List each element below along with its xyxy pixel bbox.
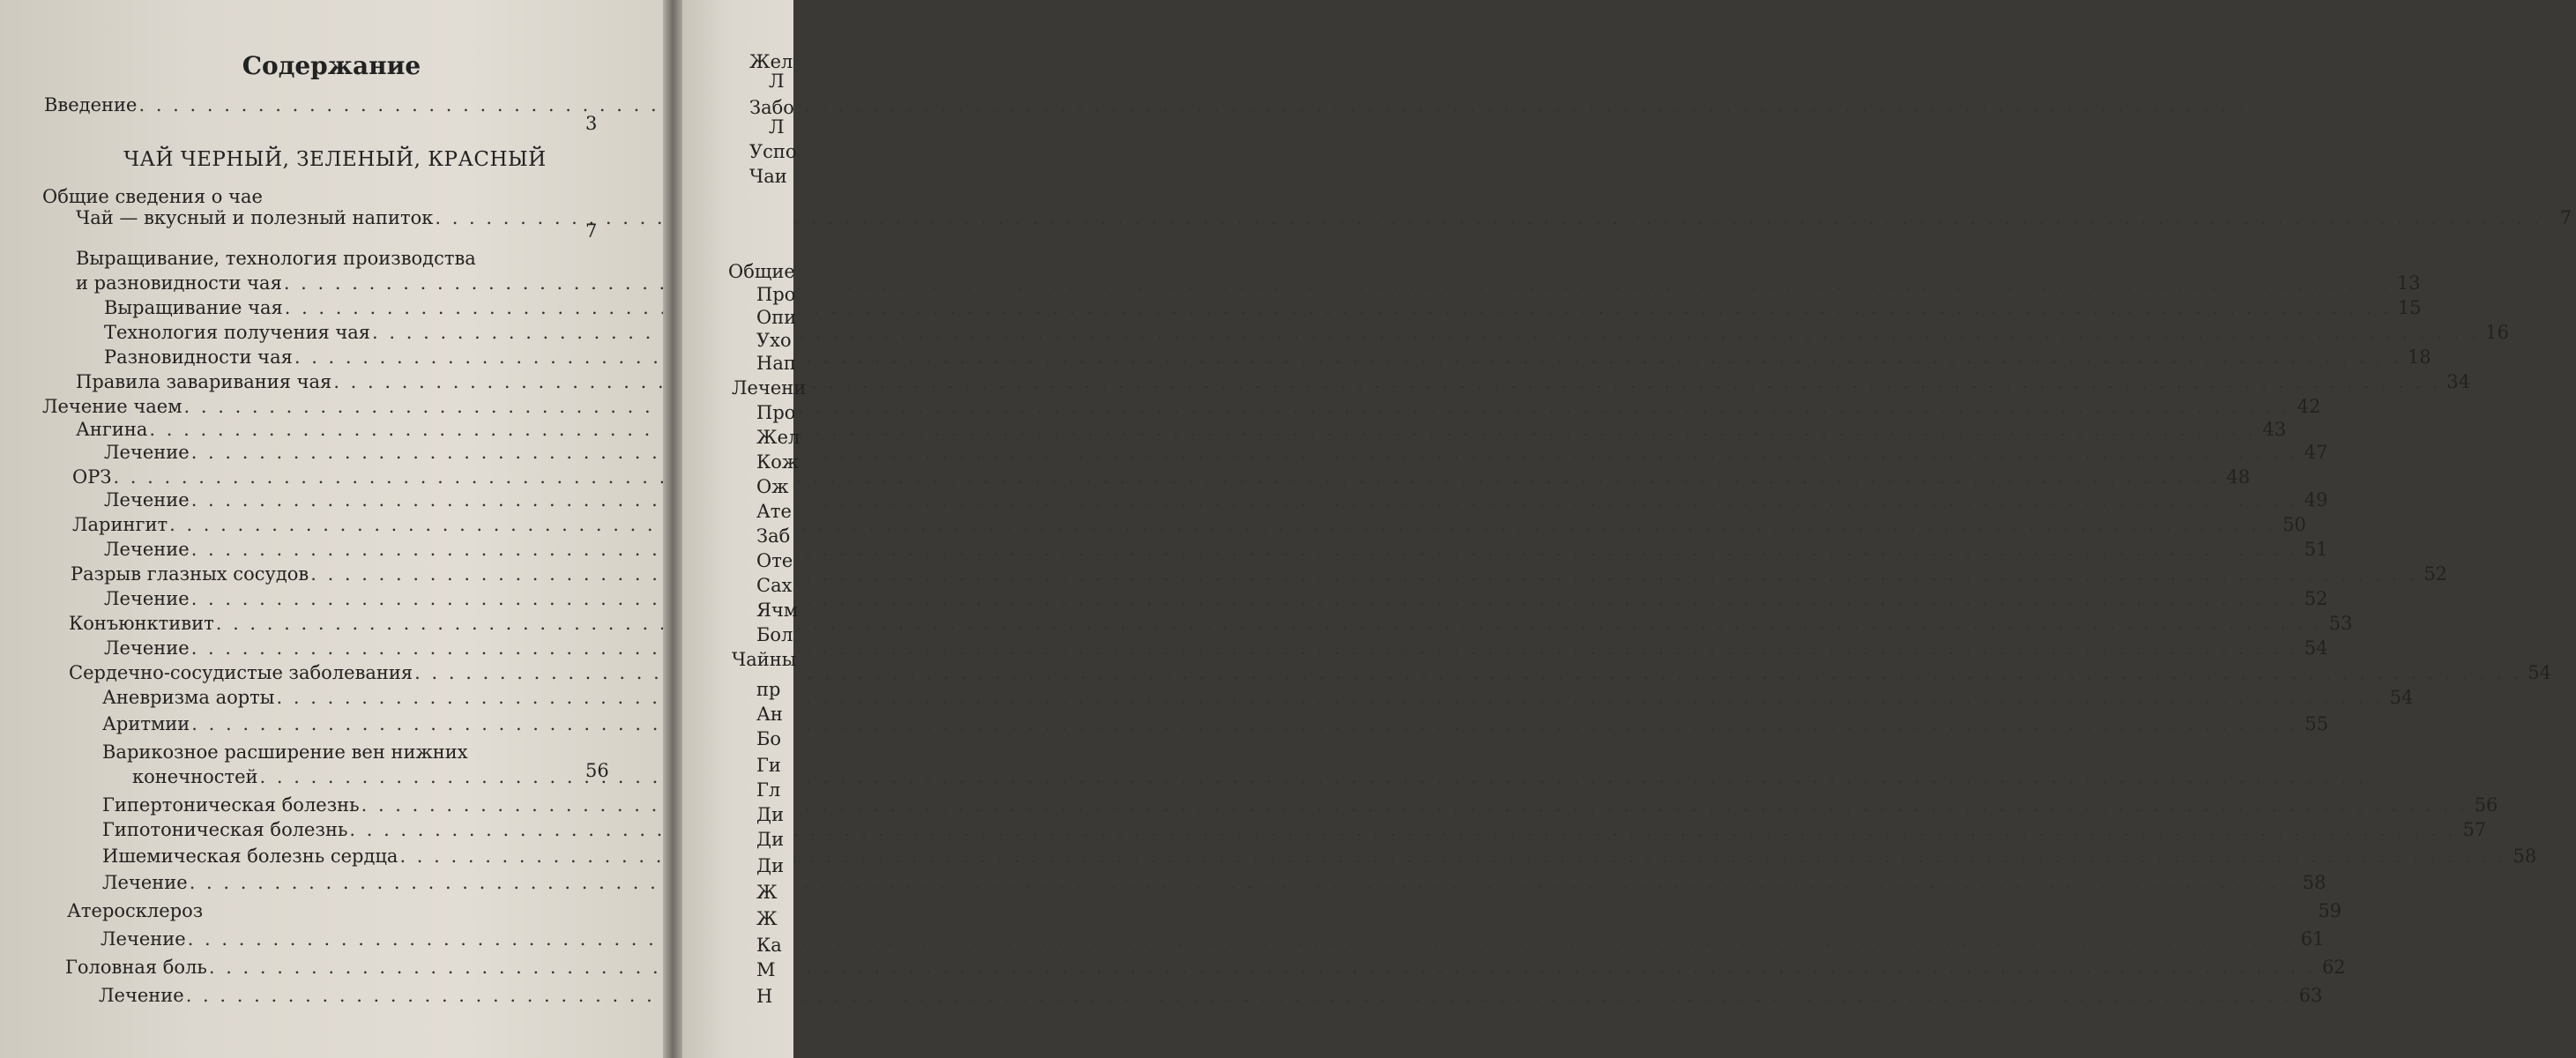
toc-entry-page: 54 <box>2389 686 2414 708</box>
toc-entry-title: Лечение <box>104 637 190 659</box>
toc-entry-page: 47 <box>2304 441 2328 463</box>
toc-entry-page: 55 <box>2304 712 2329 734</box>
toc-entry-page: 54 <box>2528 661 2551 683</box>
toc-entry-title: Ларингит <box>72 513 168 535</box>
leader-dots <box>294 346 2401 369</box>
toc-entry-page: 58 <box>2513 845 2537 867</box>
toc-entry-title: Ангина <box>76 418 148 440</box>
toc-entry-page: 18 <box>2407 346 2431 368</box>
right-page-fragment: Сах <box>756 575 793 596</box>
toc-entry-title: Варикозное расширение вен нижних <box>102 741 468 763</box>
right-page-fragment: Забо <box>749 97 794 118</box>
toc-entry-title: Аритмии <box>102 712 190 734</box>
book-gutter <box>663 0 682 1058</box>
toc-entry-title: Конъюнктивит <box>69 612 214 634</box>
toc-entry-page: 7 <box>2559 206 2572 228</box>
right-page-fragment: Ди <box>756 804 785 825</box>
toc-entry-title: Введение <box>44 93 138 115</box>
toc-entry-title: Лечение <box>104 538 190 560</box>
toc-entry-page: 16 <box>2485 321 2509 343</box>
right-page-fragment: Чайны <box>732 649 797 670</box>
toc-entry-page: 57 <box>2462 818 2487 840</box>
right-page-fragment: Ж <box>756 882 778 903</box>
leader-dots <box>209 957 2316 979</box>
leader-dots <box>333 371 2440 393</box>
toc-entry-page: 59 <box>2318 899 2342 921</box>
toc-entry-title: Аневризма аорты <box>102 686 275 708</box>
toc-entry <box>132 758 478 788</box>
leader-dots <box>260 766 2367 788</box>
toc-entry-title: Выращивание, технология производства <box>76 247 476 269</box>
right-page-fragment: Опи <box>756 307 797 328</box>
toc-entry-page: 42 <box>2297 395 2321 417</box>
toc-entry <box>67 892 2342 922</box>
right-page-fragment: Про <box>756 284 796 305</box>
toc-entry-page: 49 <box>2304 488 2328 510</box>
toc-entry-title: Разновидности чая <box>104 346 293 368</box>
right-page-fragment: Бо <box>756 728 782 749</box>
toc-entry-title: конечностей <box>132 765 258 787</box>
toc-entry-page: 15 <box>2397 296 2422 318</box>
right-page-fragment: Общие <box>728 261 795 282</box>
toc-entry-page: 53 <box>2328 612 2353 634</box>
toc-entry <box>44 86 566 116</box>
toc-entry-page: 51 <box>2304 538 2328 560</box>
right-page-fragment: М <box>756 959 776 980</box>
right-page-fragment: Л <box>769 71 785 92</box>
toc-entry-title: Лечение чаем <box>42 395 182 417</box>
leader-dots <box>138 94 2245 116</box>
right-page-fragment: пр <box>756 679 781 700</box>
toc-entry-page: 48 <box>2226 466 2251 488</box>
toc-entry-page: 34 <box>2446 370 2471 392</box>
toc-entry-page: 50 <box>2282 513 2306 535</box>
page-title: Содержание <box>242 51 421 80</box>
leader-dots <box>191 713 2298 735</box>
right-page-fragment: Кож <box>756 451 800 473</box>
right-page-fragment: Заб <box>756 525 791 547</box>
leader-dots <box>284 272 2391 294</box>
right-page-fragment: Успо <box>749 141 797 162</box>
toc-entry-page: 62 <box>2321 956 2346 978</box>
right-page-fragment: Ж <box>756 908 778 929</box>
right-page-fragment: Ан <box>756 704 783 725</box>
toc-entry-title: Общие сведения о чае <box>42 185 263 207</box>
leader-dots <box>310 563 2417 585</box>
right-page-fragment: Оте <box>756 550 793 571</box>
toc-entry-title: Лечение <box>102 871 188 893</box>
right-page-fragment: Ож <box>756 476 789 497</box>
toc-entry-title: Лечение <box>104 488 190 510</box>
toc-entry-title: Гипертоническая болезнь <box>102 794 360 816</box>
toc-entry-page: 56 <box>585 760 609 781</box>
right-page-fragment: Бол <box>756 624 793 645</box>
right-page-fragment: Чаи <box>749 166 787 187</box>
toc-entry-page: 63 <box>2298 984 2323 1006</box>
toc-entry-title: Головная боль <box>65 956 207 978</box>
toc-entry-title: Лечение <box>101 928 186 950</box>
toc-entry-page: 13 <box>2396 272 2421 294</box>
toc-entry-page: 58 <box>2302 871 2327 893</box>
toc-entry-title: Разрыв глазных сосудов <box>71 563 309 585</box>
section-heading: ЧАЙ ЧЕРНЫЙ, ЗЕЛЕНЫЙ, КРАСНЫЙ <box>123 148 547 171</box>
toc-entry-page: 61 <box>2300 928 2325 950</box>
right-page-fragment: Жел <box>756 427 800 448</box>
toc-entry-title: Гипотоническая болезнь <box>102 818 348 840</box>
right-page-fragment: Гл <box>756 779 781 801</box>
toc-entry-page: 7 <box>585 220 598 242</box>
toc-entry-title: Технология получения чая <box>104 321 371 343</box>
toc-entry-title: Сердечно-сосудистые заболевания <box>69 661 413 683</box>
toc-entry-title: Выращивание чая <box>104 296 283 318</box>
toc-entry-title: Лечение <box>104 441 190 463</box>
right-page-fragment: Нап <box>756 353 796 374</box>
toc-entry-title: ОРЗ <box>72 466 112 488</box>
toc-entry-title: Лечение <box>104 587 190 609</box>
right-page-fragment: Про <box>756 402 796 423</box>
right-page-fragment: Л <box>769 116 785 138</box>
right-page-fragment: Ячм <box>756 600 799 621</box>
toc-entry-title: Атеросклероз <box>67 899 204 921</box>
toc-entry-page: 43 <box>2262 418 2287 440</box>
toc-entry-page: 3 <box>585 113 598 134</box>
toc-entry-title: Правила заваривания чая <box>76 370 332 392</box>
toc-entry-title: Чай — вкусный и полезный напиток <box>76 206 434 228</box>
right-page-fragment: Н <box>756 986 773 1007</box>
toc-entry <box>99 977 2323 1007</box>
toc-entry-page: 52 <box>2423 563 2448 585</box>
toc-entry <box>65 949 2346 979</box>
leader-dots <box>188 928 2295 950</box>
leader-dots <box>285 297 2392 319</box>
toc-entry <box>76 199 2572 229</box>
right-page-fragment: Ди <box>756 829 785 850</box>
right-page-fragment: Жел <box>749 51 793 72</box>
toc-entry-page: 56 <box>2474 794 2498 816</box>
right-page-fragment: Ка <box>756 935 782 956</box>
right-page-fragment: Ги <box>756 755 781 776</box>
toc-entry-title: и разновидности чая <box>76 272 282 294</box>
right-page <box>682 0 807 1058</box>
right-page-fragment: Ухо <box>756 330 792 351</box>
right-page-fragment: Лечени <box>732 377 807 399</box>
toc-entry-page: 52 <box>2304 587 2328 609</box>
toc-entry-page: 54 <box>2304 637 2328 659</box>
right-page-fragment: Ате <box>756 501 792 522</box>
toc-entry-title: Лечение <box>99 984 184 1006</box>
leader-dots <box>186 985 2293 1007</box>
toc-entry-title: Ишемическая болезнь сердца <box>102 845 398 867</box>
right-page-fragment: Ди <box>756 855 785 876</box>
leader-dots <box>190 872 2297 894</box>
